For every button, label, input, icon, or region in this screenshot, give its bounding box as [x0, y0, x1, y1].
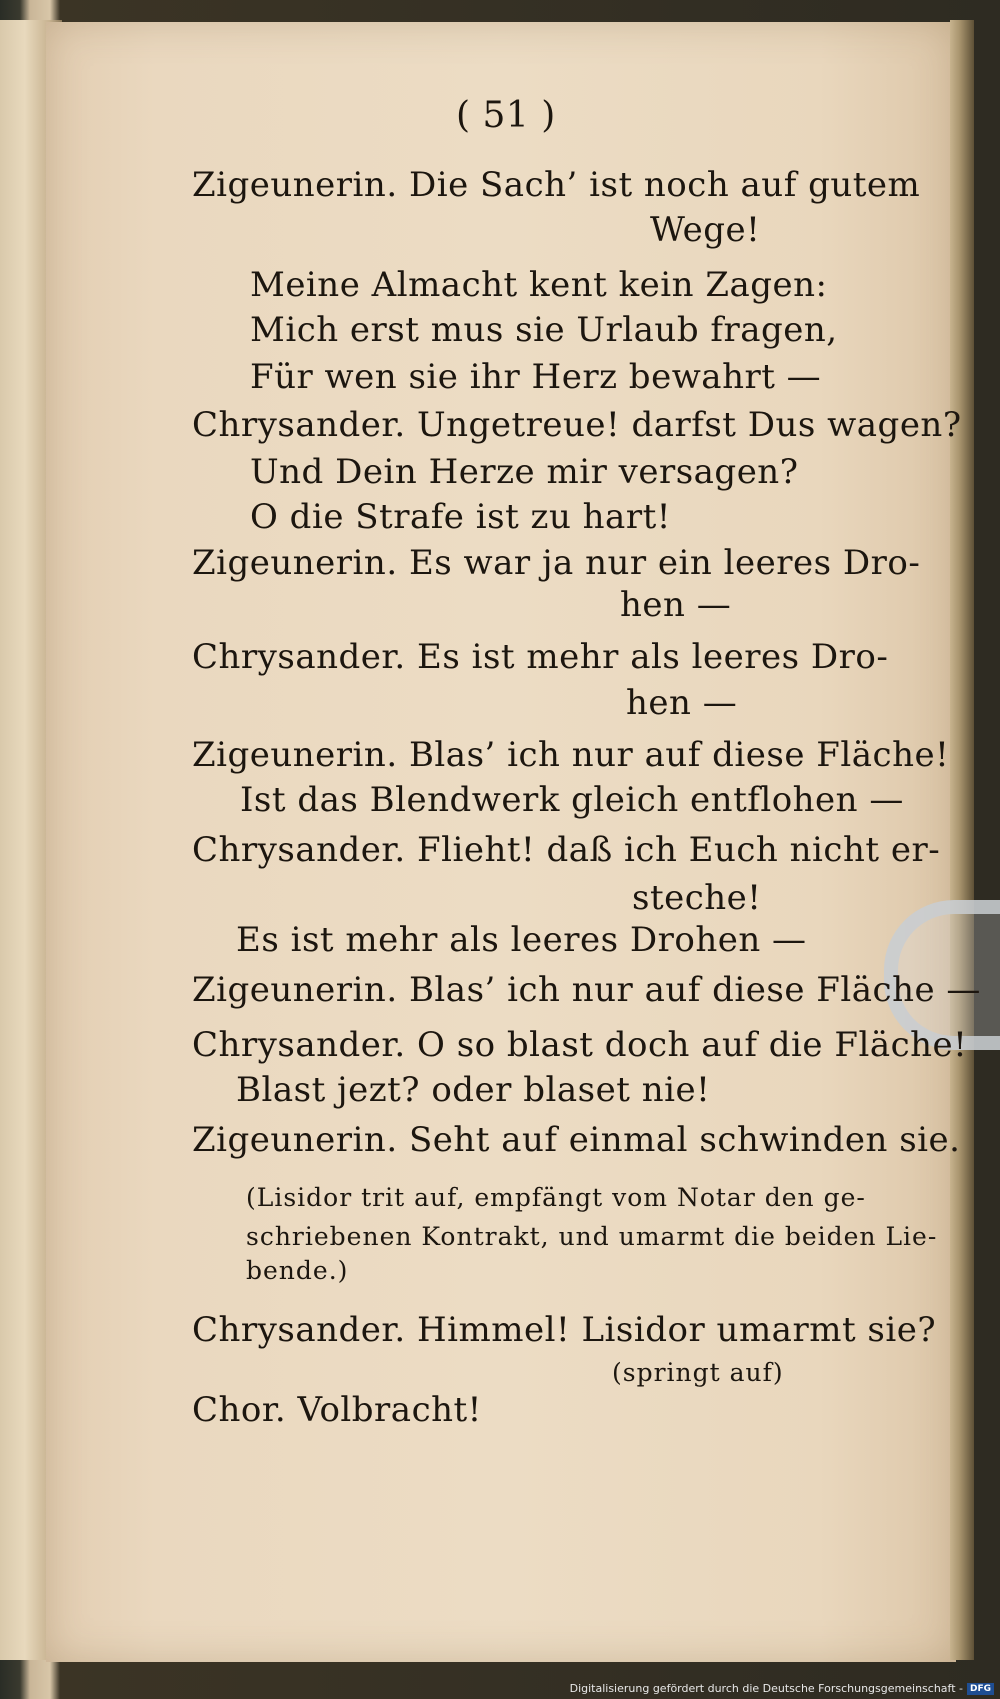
- dfg-logo-icon: DFG: [967, 1683, 994, 1695]
- text-line: Ist das Blendwerk gleich entflohen —: [240, 780, 904, 820]
- text-line: Für wen sie ihr Herz bewahrt —: [250, 357, 822, 397]
- text-line: Zigeunerin. Blas’ ich nur auf diese Fläche —: [192, 970, 981, 1010]
- text-line: Chrysander. Himmel! Lisidor umarmt sie?: [192, 1310, 937, 1350]
- text-line: hen —: [620, 585, 732, 625]
- text-line: O die Strafe ist zu hart!: [250, 497, 671, 537]
- text-line: Mich erst mus sie Urlaub fragen,: [250, 310, 838, 350]
- text-line: steche!: [632, 878, 762, 918]
- footer-credit: Digitalisierung gefördert durch die Deutsche Forschungsgemeinschaft -: [569, 1682, 963, 1695]
- text-line: Und Dein Herze mir versagen?: [250, 452, 799, 492]
- text-line: Wege!: [650, 210, 761, 250]
- text-line: Zigeunerin. Es war ja nur ein leeres Dro-: [192, 543, 921, 583]
- text-line: Chor. Volbracht!: [192, 1390, 482, 1430]
- stage-direction-line: schriebenen Kontrakt, und umarmt die beiden Lie-: [246, 1222, 938, 1251]
- text-line: Es ist mehr als leeres Drohen —: [236, 920, 807, 960]
- text-line: Chrysander. Es ist mehr als leeres Dro-: [192, 637, 889, 677]
- page-number: ( 51 ): [456, 95, 556, 136]
- text-line: hen —: [626, 683, 738, 723]
- text-line: Zigeunerin. Die Sach’ ist noch auf gutem: [192, 165, 921, 205]
- text-line: Zigeunerin. Seht auf einmal schwinden sie.: [192, 1120, 961, 1160]
- stage-direction-line: (springt auf): [612, 1358, 784, 1387]
- stage-direction-line: bende.): [246, 1256, 349, 1285]
- digitization-footer: [570, 1682, 994, 1695]
- text-line: Blast jezt? oder blaset nie!: [236, 1070, 711, 1110]
- text-line: Chrysander. Ungetreue! darfst Dus wagen?: [192, 405, 962, 445]
- text-line: Zigeunerin. Blas’ ich nur auf diese Fläche!: [192, 735, 950, 775]
- text-line: Chrysander. Flieht! daß ich Euch nicht er-: [192, 830, 941, 870]
- text-line: Chrysander. O so blast doch auf die Fläche!: [192, 1025, 968, 1065]
- stage-direction-line: (Lisidor trit auf, empfängt vom Notar den ge-: [246, 1183, 866, 1212]
- text-line: Meine Almacht kent kein Zagen:: [250, 265, 828, 305]
